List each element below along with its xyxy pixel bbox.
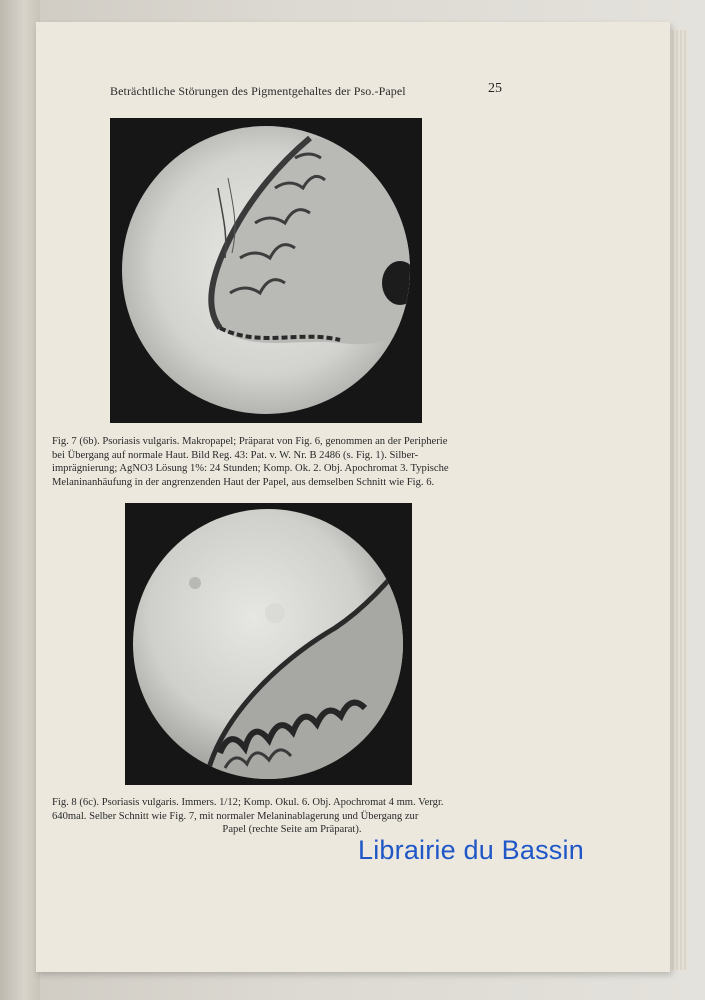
caption-line: imprägnierung; AgNO3 Lösung 1%: 24 Stunden; Komp. Ok. 2. Obj. Apochromat 3. Typische — [52, 463, 449, 474]
figure-8-caption — [52, 796, 532, 837]
watermark: Librairie du Bassin — [358, 835, 584, 865]
figure-7-caption — [52, 435, 532, 489]
figure-8-micrograph — [125, 503, 412, 785]
page-number: 25 — [488, 81, 502, 96]
figure-7-micrograph — [110, 118, 422, 423]
page-stack-edge — [670, 30, 688, 970]
caption-line: bei Übergang auf normale Haut. Bild Reg. 43: Pat. v. W. Nr. B 2486 (s. Fig. 1). Silber- — [52, 449, 419, 461]
caption-line: Papel (rechte Seite am Präparat). — [222, 824, 362, 835]
facing-page-edge — [0, 0, 40, 1000]
caption-line: Fig. 7 (6b). Psoriasis vulgaris. Makropapel; Präparat von Fig. 6, genommen an der Peripherie — [52, 436, 448, 447]
caption-line: Melaninanhäufung in der angrenzenden Haut der Papel, aus demselben Schnitt wie Fig. 6. — [52, 476, 435, 488]
running-head: Beträchtliche Störungen des Pigmentgehaltes der Pso.-Papel — [110, 84, 406, 98]
caption-line: 640mal. Selber Schnitt wie Fig. 7, mit normaler Melaninablagerung und Übergang zur — [52, 810, 419, 822]
caption-line: Fig. 8 (6c). Psoriasis vulgaris. Immers. 1/12; Komp. Okul. 6. Obj. Apochromat 4 mm. Vergr. — [52, 797, 444, 808]
